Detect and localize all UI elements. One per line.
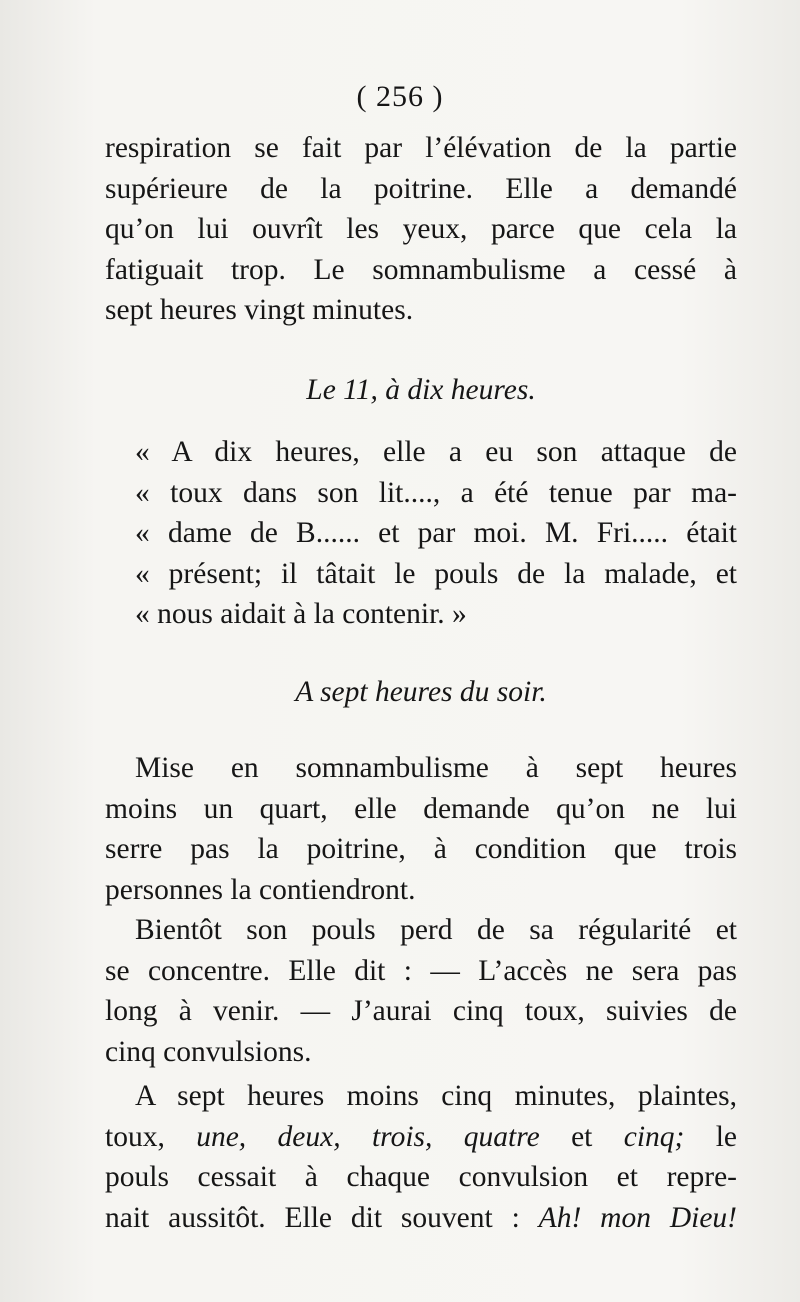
- text-line: personnes la contiendront.: [105, 873, 416, 906]
- word: le: [715, 1120, 738, 1153]
- text-line: serre pas la poitrine, à condition que trois: [105, 833, 737, 865]
- text-line: Mise en somnambulisme à sept heures: [135, 752, 737, 784]
- section-heading-sept-heures: [105, 672, 737, 712]
- paragraph-mise-en-somnambulisme: [105, 748, 737, 910]
- text-line: qu’on lui ouvrît les yeux, parce que cela la: [105, 213, 737, 245]
- quote-line: « dame de B...... et par moi. M. Fri..... était: [135, 517, 737, 549]
- text-line: A sept heures moins cinq minutes, plaintes,: [135, 1080, 737, 1112]
- paragraph-bientot: [105, 910, 737, 1072]
- text-line: fatiguait trop. Le somnambulisme a cessé à: [105, 253, 737, 286]
- italic-word: trois,: [371, 1120, 433, 1153]
- italic-word: cinq;: [623, 1120, 685, 1153]
- quoted-passage: [105, 432, 737, 635]
- quote-line: « A dix heures, elle a eu son attaque de: [135, 436, 737, 468]
- word: et: [571, 1120, 593, 1153]
- heading-text: A sept heures du soir.: [295, 676, 547, 708]
- italic-word: deux,: [277, 1120, 341, 1153]
- text-line-mixed: [105, 1198, 737, 1239]
- quote-line: « nous aidait à la contenir. »: [135, 598, 467, 630]
- heading-text: Le 11, à dix heures.: [306, 374, 536, 406]
- text-line: moins un quart, elle demande qu’on ne lui: [105, 792, 737, 825]
- text-line: cinq convulsions.: [105, 1035, 312, 1068]
- paragraph-continued: [105, 128, 737, 331]
- text-line-mixed: [105, 1117, 737, 1158]
- text-segment: nait aussitôt. Elle dit souvent :: [105, 1201, 520, 1234]
- word: toux,: [105, 1120, 165, 1153]
- quote-line: « toux dans son lit...., a été tenue par ma-: [135, 476, 737, 509]
- text-line: supérieure de la poitrine. Elle a demandé: [105, 172, 737, 205]
- text-line: respiration se fait par l’élévation de la partie: [105, 132, 737, 164]
- text-line: se concentre. Elle dit : — L’accès ne sera pas: [105, 954, 737, 987]
- text-line: sept heures vingt minutes.: [105, 294, 414, 326]
- text-line: Bientôt son pouls perd de sa régularité et: [135, 914, 737, 946]
- page-number: ( 256 ): [356, 80, 444, 113]
- italic-word: quatre: [463, 1120, 540, 1153]
- section-heading-le-11: [105, 370, 737, 410]
- italic-exclamation: Ah! mon Dieu!: [538, 1201, 737, 1234]
- quote-line: « présent; il tâtait le pouls de la malade, et: [135, 557, 737, 590]
- paragraph-a-sept-heures: [105, 1076, 737, 1238]
- italic-word: une,: [196, 1120, 247, 1153]
- text-line: pouls cessait à chaque convulsion et repre-: [105, 1161, 737, 1193]
- text-line: long à venir. — J’aurai cinq toux, suivies de: [105, 995, 737, 1027]
